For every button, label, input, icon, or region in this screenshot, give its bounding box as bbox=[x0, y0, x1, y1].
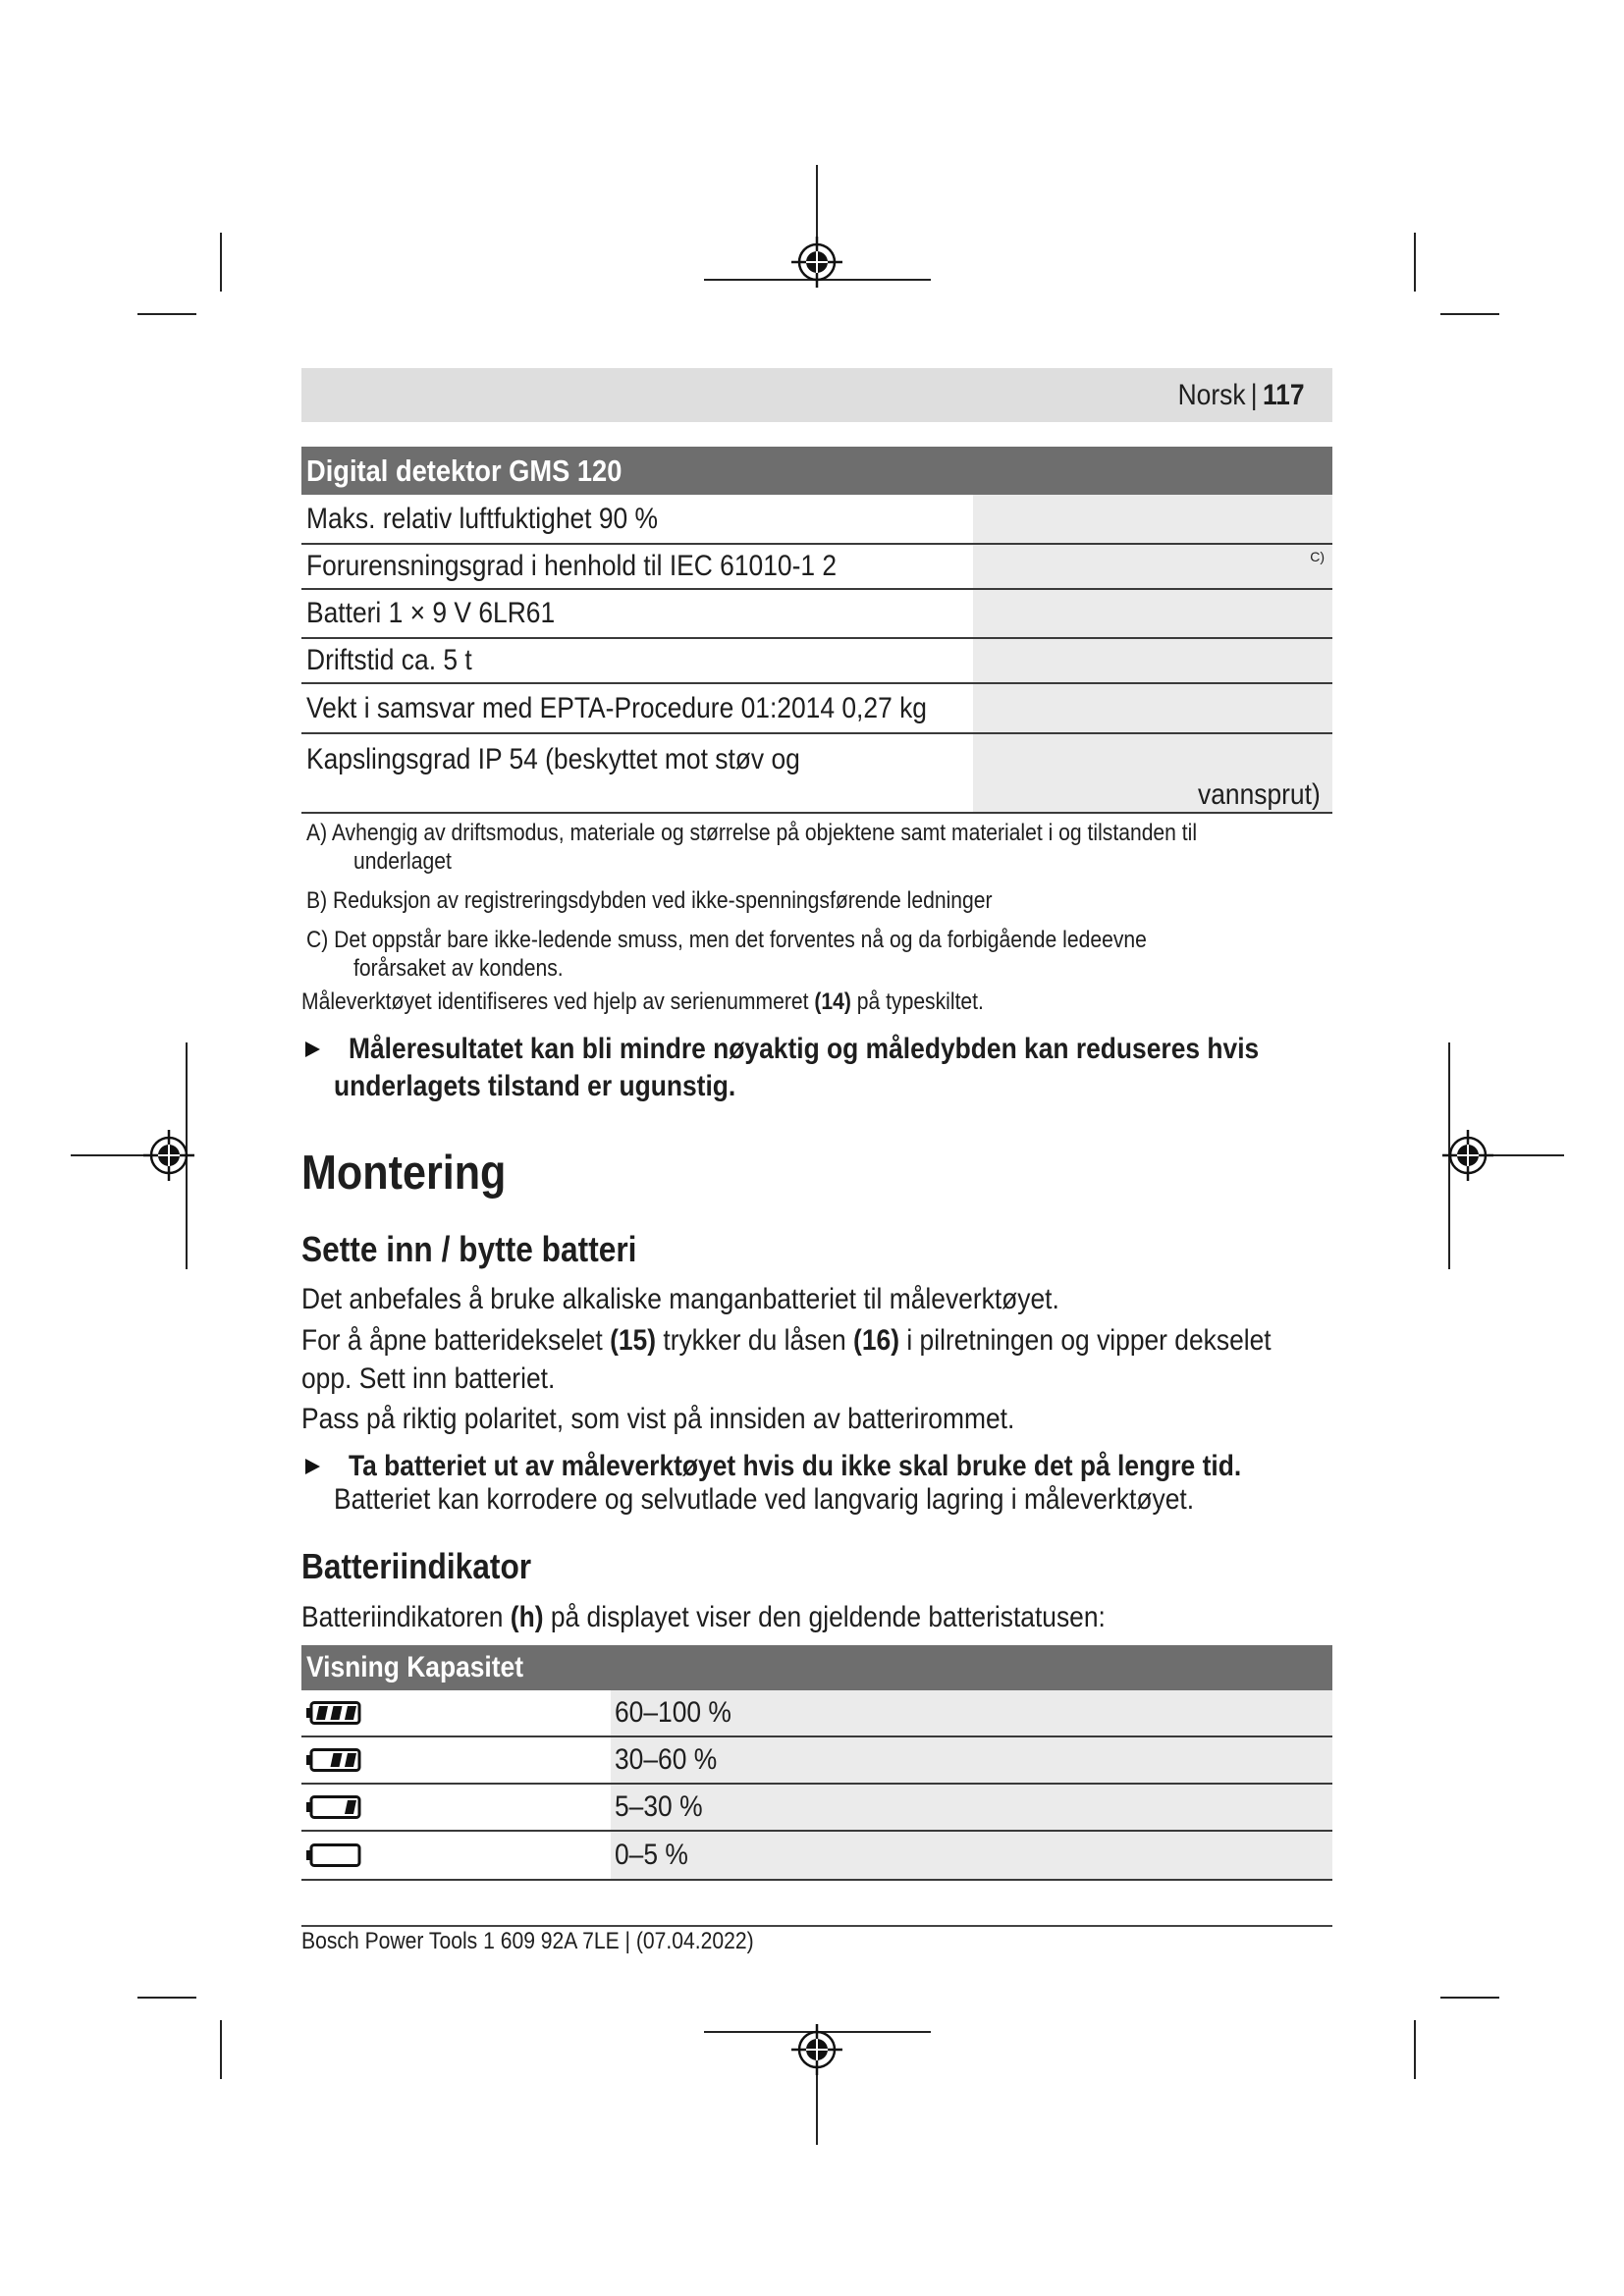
battery-icon bbox=[306, 1843, 361, 1867]
battery-row bbox=[301, 1832, 1332, 1881]
spec-row bbox=[301, 734, 1332, 814]
subsection-title-indicator: Batteriindikator bbox=[301, 1546, 532, 1586]
footnote-c-line2: forårsaket av kondens. bbox=[353, 955, 564, 982]
subsection-title-battery: Sette inn / bytte batteri bbox=[301, 1229, 637, 1269]
footnote-a-line2: underlaget bbox=[353, 848, 452, 875]
text: Batteriindikatoren bbox=[301, 1601, 511, 1633]
battery-row bbox=[301, 1785, 1332, 1832]
battery-icon bbox=[306, 1748, 361, 1772]
battery-outline bbox=[311, 1845, 359, 1866]
page-number: 117 bbox=[1263, 379, 1305, 411]
battery-row bbox=[301, 1690, 1332, 1737]
battery-warning-text: Batteriet kan korrodere og selvutlade ved langvarig lagring i måleverktøyet. bbox=[334, 1483, 1195, 1516]
battery-table-header-label: Visning Kapasitet bbox=[306, 1651, 524, 1683]
capacity-value: 30–60 % bbox=[615, 1743, 718, 1776]
capacity-value: 5–30 % bbox=[615, 1790, 703, 1823]
spec-row bbox=[301, 590, 1332, 639]
bullet-triangle-icon bbox=[305, 1459, 320, 1474]
battery-warning-bold: Ta batteriet ut av måleverktøyet hvis du ikke skal bruke det på lengre tid. bbox=[349, 1450, 1242, 1482]
value-cell bbox=[973, 545, 1332, 588]
identification-text: Måleverktøyet identifiseres ved hjelp av serienummeret bbox=[301, 988, 815, 1015]
bullet-triangle-icon bbox=[305, 1041, 320, 1057]
accuracy-warning-line1: Måleresultatet kan bli mindre nøyaktig og måledybden kan reduseres hvis bbox=[349, 1033, 1260, 1065]
spec-table-header bbox=[301, 447, 1332, 495]
spec-row-continuation: vannsprut) bbox=[1198, 778, 1321, 811]
text: i pilretningen og vipper dekselet bbox=[899, 1324, 1272, 1357]
spec-table-title: Digital detektor GMS 120 bbox=[306, 454, 623, 488]
footnote-c-line1: C) Det oppstår bare ikke-ledende smuss, men det forventes nå og da forbigående ledeevne bbox=[306, 927, 1147, 953]
spec-row bbox=[301, 684, 1332, 734]
battery-icon bbox=[306, 1701, 361, 1725]
spec-table bbox=[301, 447, 1332, 814]
running-header bbox=[301, 368, 1332, 422]
text: For å åpne batteridekselet bbox=[301, 1324, 611, 1357]
spec-row bbox=[301, 495, 1332, 545]
spec-row-label: Batteri 1 × 9 V 6LR61 bbox=[306, 597, 556, 629]
battery-table-header bbox=[301, 1645, 1332, 1690]
footer-text: Bosch Power Tools 1 609 92A 7LE | (07.04.2022) bbox=[301, 1928, 754, 1954]
paragraph-open-cover-line2: opp. Sett inn batteriet. bbox=[301, 1362, 556, 1395]
battery-row bbox=[301, 1737, 1332, 1785]
spec-row bbox=[301, 639, 1332, 684]
running-header-label bbox=[1178, 368, 1305, 422]
spec-row bbox=[301, 545, 1332, 590]
ref-indicator: (h) bbox=[510, 1601, 544, 1633]
capacity-cell bbox=[611, 1785, 1332, 1830]
battery-indicator-table bbox=[301, 1645, 1332, 1881]
value-cell bbox=[973, 639, 1332, 682]
indicator-intro bbox=[301, 1600, 1106, 1635]
spec-row-label: Forurensningsgrad i henhold til IEC 61010-1 2 bbox=[306, 550, 838, 582]
footnote-a-line1: A) Avhengig av driftsmodus, materiale og størrelse på objektene samt materialet i og tilstanden til bbox=[306, 820, 1198, 846]
paragraph-open-cover-line1 bbox=[301, 1323, 1272, 1359]
footnote-b: B) Reduksjon av registreringsdybden ved ikke-spenningsførende ledninger bbox=[306, 887, 993, 914]
identification-note bbox=[301, 988, 984, 1017]
capacity-value: 60–100 % bbox=[615, 1696, 731, 1729]
capacity-cell bbox=[611, 1832, 1332, 1879]
text: trykker du låsen bbox=[656, 1324, 854, 1357]
spec-row-label: Kapslingsgrad IP 54 (beskyttet mot støv og bbox=[306, 743, 800, 775]
ref-latch: (16) bbox=[853, 1324, 900, 1357]
identification-text-end: på typeskiltet. bbox=[850, 988, 984, 1015]
value-cell bbox=[973, 590, 1332, 637]
capacity-cell bbox=[611, 1737, 1332, 1783]
value-cell bbox=[973, 684, 1332, 732]
identification-ref: (14) bbox=[814, 988, 851, 1015]
paragraph-polarity: Pass på riktig polaritet, som vist på innsiden av batterirommet. bbox=[301, 1403, 1015, 1435]
ref-battery-cover: (15) bbox=[610, 1324, 657, 1357]
value-cell bbox=[973, 495, 1332, 543]
paragraph-battery-type: Det anbefales å bruke alkaliske manganbatteriet til måleverktøyet. bbox=[301, 1283, 1059, 1315]
accuracy-warning-line2: underlagets tilstand er ugunstig. bbox=[334, 1070, 736, 1102]
footnote-marker: C) bbox=[1310, 549, 1325, 564]
capacity-value: 0–5 % bbox=[615, 1839, 688, 1871]
spec-row-label: Maks. relativ luftfuktighet 90 % bbox=[306, 503, 659, 535]
header-separator: | bbox=[1251, 379, 1259, 411]
battery-icon bbox=[306, 1795, 361, 1819]
header-section: Norsk bbox=[1178, 379, 1246, 411]
text: på displayet viser den gjeldende batteristatusen: bbox=[543, 1601, 1106, 1633]
section-title: Montering bbox=[301, 1147, 507, 1200]
spec-row-label: Vekt i samsvar med EPTA-Procedure 01:2014 0,27 kg bbox=[306, 692, 927, 724]
spec-row-label: Driftstid ca. 5 t bbox=[306, 644, 472, 676]
